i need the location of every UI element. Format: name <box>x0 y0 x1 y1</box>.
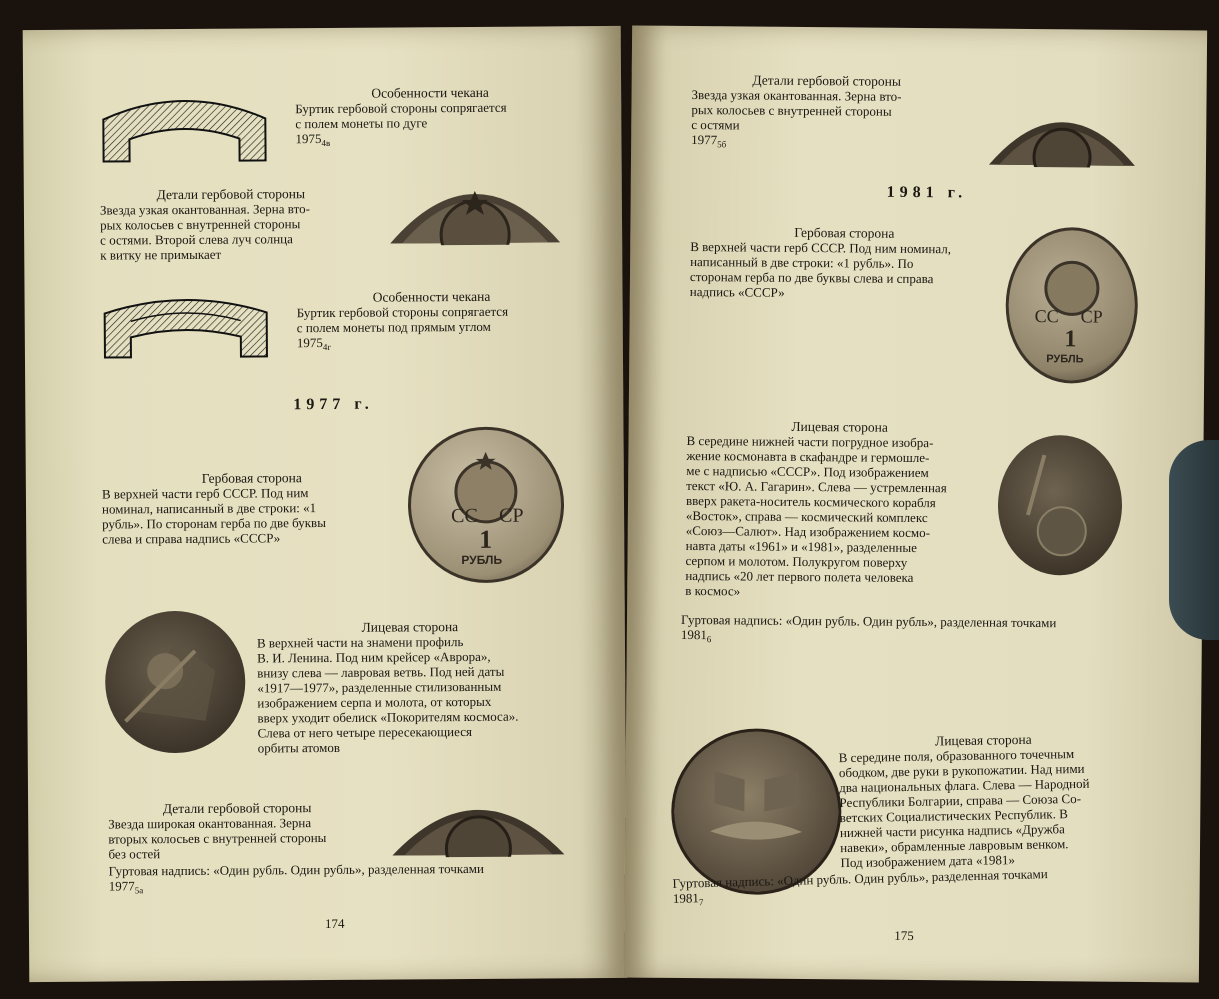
coin-letters-cp: СР <box>499 504 524 527</box>
line: Буртик гербовой стороны сопрягается <box>295 99 507 117</box>
catalog-code: $1975_{4в}$ <box>295 131 331 149</box>
line: ободком, две руки в рукопожатии. Над ними <box>838 760 1085 781</box>
coin-letters-cc: СС <box>451 504 478 528</box>
coin-gagarin-photo <box>997 435 1122 576</box>
face-side-block-friendship <box>838 730 1130 870</box>
block-title: Лицевая сторона <box>791 418 889 435</box>
line: Звезда узкая окантованная. Зерна вто- <box>691 87 902 104</box>
line: рых колосьев с внутренней стороны <box>99 216 301 233</box>
face-side-block-1977 <box>257 618 564 755</box>
line: номинал, написанный в две строки: «1 <box>101 500 317 517</box>
line: рубль». По сторонам герба по две буквы <box>102 514 326 532</box>
catalog-code: $1977_{5б}$ <box>691 132 727 150</box>
face-side-block-gagarin <box>685 418 993 601</box>
line: надпись «20 лет первого полета человека <box>685 567 914 585</box>
arms-details-block-1977-5b <box>691 72 962 154</box>
block-title: Лицевая сторона <box>934 731 1032 749</box>
coin-rub-label: РУБЛЬ <box>1046 353 1084 366</box>
catalog-code: $1981_7$ <box>672 890 704 908</box>
coin-denomination: 1 <box>479 524 493 554</box>
rim-profile-right-angle-diagram <box>103 290 269 361</box>
coin-detail-photo-3 <box>987 95 1138 168</box>
line: к витку не примыкает <box>100 246 222 263</box>
line: вверх ракета-носитель космического корабля <box>685 492 936 511</box>
coin-letters-cc: СС <box>1034 306 1059 327</box>
line: жение космонавта в скафандре и гермошле- <box>686 447 930 466</box>
line: Буртик гербовой стороны сопрягается <box>296 303 509 321</box>
line: текст «Ю. А. Гагарин». Слева — устремленная <box>686 477 947 496</box>
block-title: Особенности чекана <box>371 84 489 101</box>
line: нижней части рисунка надпись «Дружба <box>839 821 1065 841</box>
line: с полем монеты под прямым углом <box>296 318 491 336</box>
line: Звезда узкая окантованная. Зерна вто- <box>99 201 310 218</box>
line: «1917—1977», разделенные стилизованным <box>257 678 502 696</box>
line: два национальных флага. Слева — Народной <box>839 775 1090 796</box>
line: надпись «СССР» <box>689 284 785 300</box>
block-title: Гербовая сторона <box>794 224 895 241</box>
line: слева и справа надпись «СССР» <box>102 530 281 547</box>
line: «Восток», справа — космический комплекс <box>685 507 928 526</box>
line: В середине поля, образованного точечным <box>838 746 1075 766</box>
catalog-code: $1975_{4г}$ <box>296 335 332 353</box>
line: вторых колосьев с внутренней стороны <box>108 829 327 847</box>
coin-rub-label: РУБЛЬ <box>461 552 503 568</box>
line: с остями. Второй слева луч солнца <box>100 231 293 248</box>
block-title: Лицевая сторона <box>361 619 459 635</box>
page-number: 174 <box>324 915 345 932</box>
minting-features-block-2 <box>297 288 567 355</box>
line: В. И. Ленина. Под ним крейсер «Аврора», <box>257 648 491 666</box>
line: ме с надписью «СССР». Под изображением <box>686 462 929 481</box>
line: В середине нижней части погрудное изобра- <box>686 432 934 451</box>
line: без остей <box>108 846 161 862</box>
edge-text: Гуртовая надпись: «Один рубль. Один рубль», разделенная точками <box>672 866 1048 891</box>
coin-obverse-photo-1977 <box>407 426 564 583</box>
edge-inscription-1977 <box>109 860 579 898</box>
block-title: Гербовая сторона <box>201 470 302 486</box>
line: серпом и молотом. Полукругом поверху <box>685 552 908 570</box>
line: сторонам герба по две буквы слева и справа <box>689 269 934 287</box>
line: Под изображением дата «1981» <box>840 852 1016 871</box>
line: с полем монеты по дуге <box>295 115 428 132</box>
year-heading: 1977 г. <box>293 395 374 414</box>
block-title: Детали гербовой стороны <box>752 72 902 89</box>
coin-denomination: 1 <box>1064 326 1077 353</box>
thumb-shadow <box>1169 440 1219 640</box>
coin-reverse-photo-1977 <box>105 611 246 754</box>
line: вверх уходит обелиск «Покорителям космоса». <box>257 708 519 726</box>
arms-side-block-1981 <box>690 224 999 302</box>
line: орбиты атомов <box>257 739 341 756</box>
line: Звезда широкая окантованная. Зерна <box>108 815 312 832</box>
block-title: Особенности чекана <box>372 288 491 305</box>
line: Республики Болгарии, справа — Союза Со- <box>839 790 1082 811</box>
line: ветских Социалистических Республик. В <box>839 806 1068 826</box>
minting-features-block-1 <box>295 84 565 151</box>
catalog-code: $1977_{5а}$ <box>108 878 144 896</box>
coin-obverse-photo-1981 <box>1005 227 1138 384</box>
line: с остями <box>691 117 740 133</box>
line: навта даты «1961» и «1981», разделенные <box>685 537 917 556</box>
line: изображением серпа и молота, от которых <box>257 693 492 711</box>
arms-details-block-2 <box>108 800 366 862</box>
coin-letters-cp: СР <box>1080 306 1103 327</box>
line: рых колосьев с внутренней стороны <box>691 102 892 119</box>
line: написанный в две строки: «1 рубль». По <box>690 254 914 271</box>
edge-text: Гуртовая надпись: «Один рубль. Один рубль», разделенная точками <box>680 611 1057 631</box>
page-number: 175 <box>894 927 914 944</box>
line: В верхней части герб СССР. Под ним номинал, <box>690 239 952 257</box>
coin-detail-photo-2 <box>390 782 567 857</box>
arms-details-block-1 <box>100 186 363 263</box>
arms-side-block <box>102 469 403 546</box>
line: в космос» <box>685 582 741 599</box>
edge-inscription-1981-6 <box>681 612 1137 651</box>
line: В верхней части герб СССР. Под ним <box>101 485 309 502</box>
rim-profile-arc-diagram <box>101 88 268 165</box>
line: «Союз—Салют». Над изображением космо- <box>685 522 931 541</box>
catalog-code: $1981_6$ <box>680 626 712 645</box>
left-page <box>23 26 628 982</box>
line: навеки», обрамленные лавровым венком. <box>840 836 1069 856</box>
right-page <box>624 26 1207 983</box>
line: Слева от него четыре пересекающиеся <box>257 723 472 741</box>
coin-friendship-photo <box>671 728 842 895</box>
block-title: Детали гербовой стороны <box>162 800 312 817</box>
line: внизу слева — лавровая ветвь. Под ней даты <box>257 663 505 681</box>
line: В верхней части на знамени профиль <box>256 634 464 651</box>
coin-detail-photo-1 <box>388 164 563 245</box>
year-heading: 1981 г. <box>886 183 968 202</box>
edge-text: Гуртовая надпись: «Один рубль. Один рубль», разделенная точками <box>108 860 484 879</box>
block-title: Детали гербовой стороны <box>156 186 306 203</box>
